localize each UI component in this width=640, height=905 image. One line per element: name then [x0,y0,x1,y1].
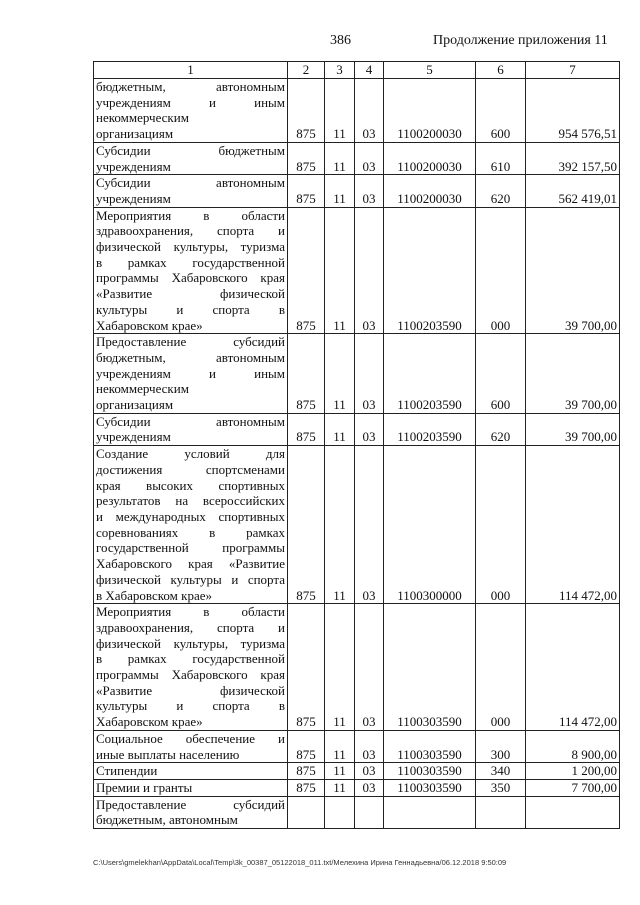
table-row [94,446,620,604]
expense-name-line: иные выплаты населению [96,746,240,762]
column-header: 3 [325,62,355,79]
subsection-cell: 03 [355,175,384,207]
expense-name-line: Субсидии автономным [96,175,285,191]
page-number: 386 [330,33,351,48]
section-cell: 11 [325,779,355,796]
expense-name-line: Предоставление субсидий [96,796,285,812]
table-row [94,334,620,414]
table-body [94,79,620,829]
column-header: 2 [288,62,325,79]
expense-name-line: бюджетным, автономным [96,79,285,94]
target-article-cell [384,796,476,828]
expense-name-line: Предоставление субсидий [96,334,285,350]
amount-cell: 39 700,00 [526,334,620,414]
expense-name-line: Субсидии автономным [96,413,285,429]
kvsr-cell: 875 [288,79,325,143]
target-article-cell: 1100303590 [384,730,476,762]
expense-name-line: в рамках государственной [96,254,285,270]
file-path-footer: C:\Users\gmelekhan\AppData\Local\Temp\3k_00387_05122018_011.txt/Мелехина Ирина Геннадьевна/06.12.2018 9:50:09 [93,858,507,867]
amount-cell: 562 419,01 [526,175,620,207]
budget-table [93,61,620,829]
table-row [94,604,620,731]
kvsr-cell: 875 [288,779,325,796]
kvsr-cell: 875 [288,334,325,414]
section-cell: 11 [325,207,355,334]
subsection-cell: 03 [355,779,384,796]
section-cell: 11 [325,604,355,731]
table-row [94,730,620,762]
expense-type-cell: 340 [476,763,526,780]
expense-name-cell [94,334,288,414]
expense-name-cell [94,207,288,334]
expense-name-cell [94,763,288,780]
kvsr-cell: 875 [288,763,325,780]
expense-name-cell [94,796,288,828]
expense-name-line: Социальное обеспечение и [96,730,285,746]
expense-type-cell: 000 [476,446,526,604]
kvsr-cell: 875 [288,604,325,731]
expense-name-line: программы Хабаровского края [96,270,285,286]
target-article-cell: 1100200030 [384,142,476,174]
amount-cell: 114 472,00 [526,604,620,731]
expense-type-cell: 350 [476,779,526,796]
expense-name-line: бюджетным, автономным [96,349,285,365]
expense-name-line: «Развитие физической [96,286,285,302]
column-header: 6 [476,62,526,79]
kvsr-cell: 875 [288,207,325,334]
table-header-row [94,62,620,79]
target-article-cell: 1100200030 [384,175,476,207]
amount-cell: 954 576,51 [526,79,620,143]
section-cell: 11 [325,142,355,174]
expense-name-line: и международных спортивных [96,508,285,524]
expense-type-cell: 620 [476,413,526,445]
kvsr-cell: 875 [288,413,325,445]
subsection-cell [355,796,384,828]
subsection-cell: 03 [355,763,384,780]
amount-cell: 114 472,00 [526,446,620,604]
section-cell: 11 [325,334,355,414]
expense-name-line: соревнованиях в рамках [96,524,285,540]
table-row [94,796,620,828]
section-cell: 11 [325,79,355,143]
target-article-cell: 1100203590 [384,334,476,414]
kvsr-cell: 875 [288,175,325,207]
kvsr-cell: 875 [288,446,325,604]
target-article-cell: 1100303590 [384,779,476,796]
amount-cell: 392 157,50 [526,142,620,174]
expense-name-line: Мероприятия в области [96,207,285,223]
expense-name-cell [94,446,288,604]
expense-name-line: физической культуры, туризма [96,635,285,651]
section-cell: 11 [325,413,355,445]
kvsr-cell [288,796,325,828]
expense-type-cell: 600 [476,79,526,143]
kvsr-cell: 875 [288,730,325,762]
expense-name-line: Стипендии [96,763,158,779]
column-header: 4 [355,62,384,79]
table-row [94,142,620,174]
subsection-cell: 03 [355,446,384,604]
expense-name-line: Премии и гранты [96,779,193,795]
amount-cell: 39 700,00 [526,207,620,334]
subsection-cell: 03 [355,604,384,731]
amount-cell: 1 200,00 [526,763,620,780]
section-cell: 11 [325,763,355,780]
subsection-cell: 03 [355,334,384,414]
expense-type-cell: 300 [476,730,526,762]
expense-type-cell: 600 [476,334,526,414]
column-header: 1 [94,62,288,79]
table-row [94,779,620,796]
expense-name-line: Хабаровском крае» [96,714,203,730]
target-article-cell: 1100303590 [384,604,476,731]
expense-name-line: культуры и спорта в [96,301,285,317]
expense-name-line: Субсидии бюджетным [96,142,285,158]
target-article-cell: 1100203590 [384,207,476,334]
expense-type-cell [476,796,526,828]
expense-name-line: организациям [96,397,174,413]
expense-name-line: «Развитие физической [96,682,285,698]
subsection-cell: 03 [355,730,384,762]
expense-name-line: учреждениям [96,429,171,445]
expense-type-cell: 000 [476,207,526,334]
subsection-cell: 03 [355,79,384,143]
expense-name-line: края высоких спортивных [96,477,285,493]
expense-name-line: программы Хабаровского края [96,667,285,683]
target-article-cell: 1100200030 [384,79,476,143]
table-row [94,175,620,207]
expense-type-cell: 610 [476,142,526,174]
expense-name-line: здравоохранения, спорта и [96,223,285,239]
section-cell: 11 [325,446,355,604]
section-cell [325,796,355,828]
expense-name-line: физической культуры и спорта [96,571,285,587]
expense-name-line: государственной программы [96,540,285,556]
kvsr-cell: 875 [288,142,325,174]
expense-name-cell [94,413,288,445]
expense-name-line: учреждениям и иным [96,94,285,110]
subsection-cell: 03 [355,142,384,174]
amount-cell: 39 700,00 [526,413,620,445]
section-cell: 11 [325,175,355,207]
expense-name-line: Мероприятия в области [96,604,285,620]
table-row [94,79,620,143]
target-article-cell: 1100303590 [384,763,476,780]
expense-name-line: организациям [96,126,174,142]
expense-name-line: Хабаровском крае» [96,317,203,333]
expense-name-line: некоммерческим [96,110,189,126]
expense-name-cell [94,604,288,731]
amount-cell: 7 700,00 [526,779,620,796]
column-header: 5 [384,62,476,79]
expense-name-cell [94,175,288,207]
target-article-cell: 1100203590 [384,413,476,445]
table-row [94,413,620,445]
expense-name-line: Создание условий для [96,446,285,462]
expense-name-cell [94,79,288,143]
expense-name-line: культуры и спорта в [96,698,285,714]
expense-name-line: в рамках государственной [96,651,285,667]
target-article-cell: 1100300000 [384,446,476,604]
expense-type-cell: 000 [476,604,526,731]
expense-name-cell [94,779,288,796]
expense-name-line: физической культуры, туризма [96,239,285,255]
expense-name-line: некоммерческим [96,381,189,397]
expense-name-line: Хабаровского края «Развитие [96,556,285,572]
table-row [94,207,620,334]
table-row [94,763,620,780]
expense-name-cell [94,142,288,174]
expense-name-line: учреждениям и иным [96,365,285,381]
expense-name-line: бюджетным, автономным [96,812,238,828]
appendix-caption: Продолжение приложения 11 [433,33,608,48]
expense-name-line: учреждениям [96,190,171,206]
expense-name-line: результатов на всероссийских [96,493,285,509]
expense-name-line: здравоохранения, спорта и [96,619,285,635]
amount-cell [526,796,620,828]
section-cell: 11 [325,730,355,762]
expense-name-line: достижения спортсменами [96,461,285,477]
expense-name-cell [94,730,288,762]
expense-name-line: в Хабаровском крае» [96,587,213,603]
subsection-cell: 03 [355,207,384,334]
expense-type-cell: 620 [476,175,526,207]
column-header: 7 [526,62,620,79]
expense-name-line: учреждениям [96,158,171,174]
amount-cell: 8 900,00 [526,730,620,762]
subsection-cell: 03 [355,413,384,445]
